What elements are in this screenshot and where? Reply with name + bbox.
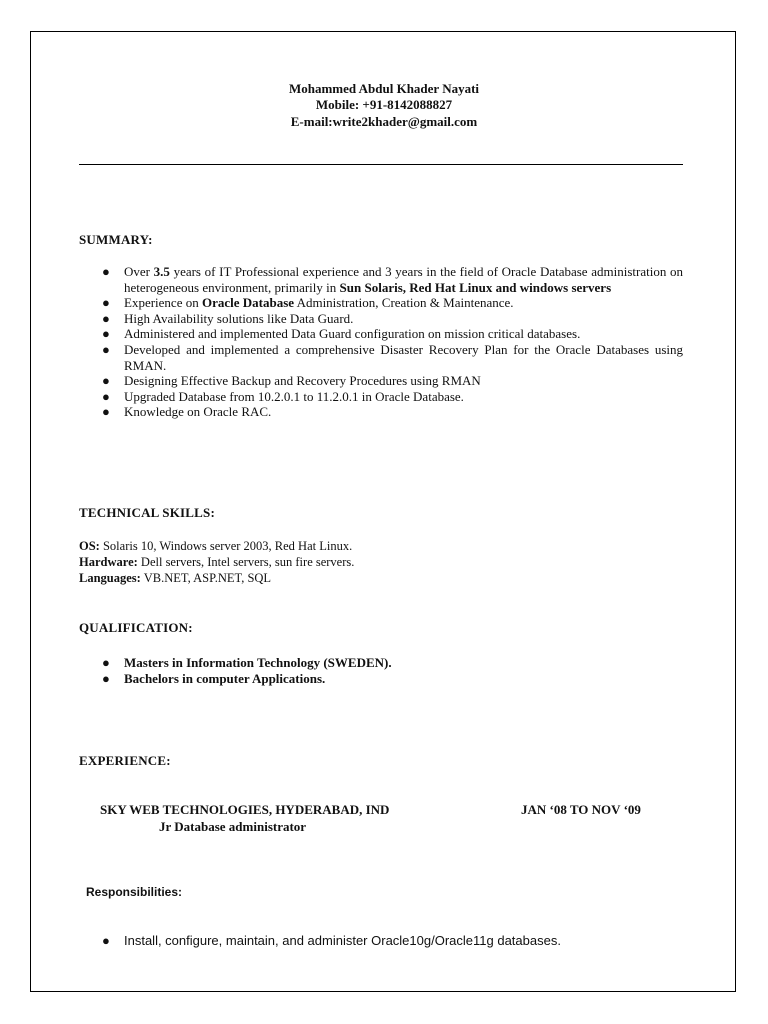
responsibilities-list: [79, 933, 683, 949]
bullet-icon: ●: [102, 933, 110, 948]
qualification-item: ● Masters in Information Technology (SWEDEN).: [102, 655, 392, 670]
employment-dates: JAN ‘08 TO NOV ‘09: [521, 802, 641, 817]
experience-heading: EXPERIENCE:: [79, 753, 171, 768]
bullet-icon: ●: [102, 326, 110, 342]
resume-page: [30, 31, 736, 992]
candidate-email: E-mail:write2khader@gmail.com: [290, 114, 478, 129]
qualification-list: [79, 655, 679, 686]
summary-item: ● Administered and implemented Data Guard configuration on mission critical databases.: [102, 326, 581, 342]
summary-item: ● Knowledge on Oracle RAC.: [102, 404, 272, 420]
bullet-icon: ●: [102, 388, 110, 404]
summary-heading: SUMMARY:: [79, 232, 153, 247]
bullet-icon: ●: [102, 341, 110, 357]
summary-item: ● High Availability solutions like Data Guard.: [102, 310, 354, 326]
job-role: Jr Database administrator: [159, 819, 307, 834]
skills-languages: Languages: VB.NET, ASP.NET, SQL: [79, 571, 272, 585]
bullet-icon: ●: [102, 404, 110, 420]
header-divider: [79, 164, 683, 165]
company-name: SKY WEB TECHNOLOGIES, HYDERABAD, IND: [100, 802, 390, 817]
summary-list: [79, 264, 683, 420]
bullet-icon: ●: [102, 295, 110, 311]
candidate-mobile: Mobile: +91-8142088827: [315, 97, 453, 112]
bullet-icon: ●: [102, 655, 110, 670]
qualification-heading: QUALIFICATION:: [79, 620, 193, 635]
summary-item: ● Experience on Oracle Database Administration, Creation & Maintenance.: [102, 295, 514, 311]
summary-item: ● Over 3.5 years of IT Professional experience and 3 years in the field of Oracle Database administration on heterogeneous environment, primarily in Sun Solaris, Red Hat Linux and windows servers: [102, 264, 683, 295]
candidate-name: Mohammed Abdul Khader Nayati: [288, 81, 480, 96]
qualification-item: ● Bachelors in computer Applications.: [102, 670, 326, 686]
bullet-icon: ●: [102, 264, 110, 279]
bullet-icon: ●: [102, 670, 110, 686]
skills-hardware: Hardware: Dell servers, Intel servers, sun fire servers.: [79, 555, 355, 569]
responsibilities-heading: Responsibilities:: [86, 885, 183, 899]
skills-os: OS: Solaris 10, Windows server 2003, Red Hat Linux.: [79, 539, 353, 553]
summary-item: ● Upgraded Database from 10.2.0.1 to 11.2.0.1 in Oracle Database.: [102, 388, 464, 404]
summary-item: ● Designing Effective Backup and Recovery Procedures using RMAN: [102, 373, 481, 389]
technical-skills-heading: TECHNICAL SKILLS:: [79, 505, 215, 520]
summary-item: ● Developed and implemented a comprehensive Disaster Recovery Plan for the Oracle Databases using RMAN.: [102, 341, 683, 373]
responsibility-item: ● Install, configure, maintain, and administer Oracle10g/Oracle11g databases.: [102, 933, 561, 948]
bullet-icon: ●: [102, 373, 110, 389]
bullet-icon: ●: [102, 310, 110, 326]
